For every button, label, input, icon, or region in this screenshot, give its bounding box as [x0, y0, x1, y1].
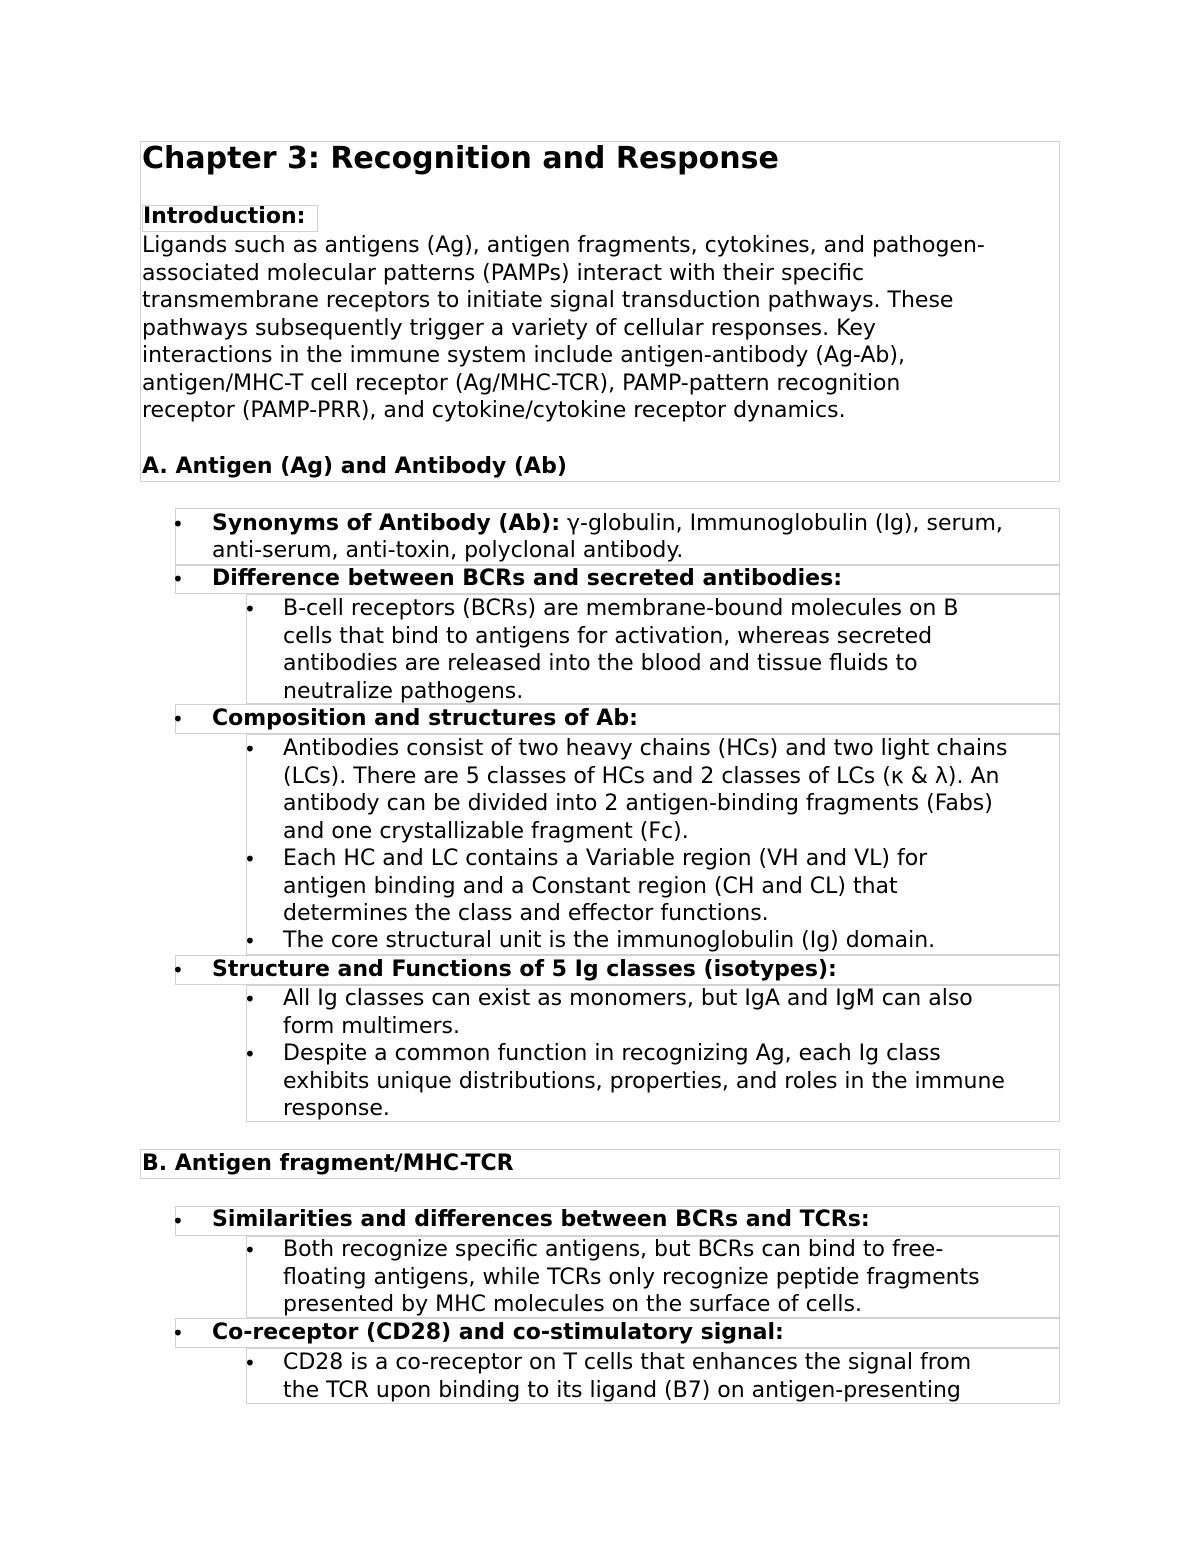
comp-detail-3: The core structural unit is the immunoglobulin (Ig) domain. [283, 928, 936, 953]
page-title: Chapter 3: Recognition and Response [142, 141, 779, 176]
bullet-icon: • [244, 847, 256, 871]
comp-line: (LCs). There are 5 classes of HCs and 2 classes of LCs (κ & λ). An [283, 763, 1000, 789]
intro-paragraph [142, 232, 985, 425]
intro-line: transmembrane receptors to initiate signal transduction pathways. These [142, 288, 954, 313]
intro-line: associated molecular patterns (PAMPs) interact with their specific [142, 260, 865, 286]
section-a-heading: A. Antigen (Ag) and Antibody (Ab) [142, 454, 567, 479]
sim-line: Both recognize specific antigens, but BCRs can bind to free- [283, 1237, 944, 1262]
sim-detail [283, 1236, 980, 1319]
bullet-icon: • [244, 1351, 256, 1375]
sim-heading: Similarities and differences between BCRs and TCRs: [212, 1207, 870, 1232]
intro-line: receptor (PAMP-PRR), and cytokine/cytokine receptor dynamics. [142, 398, 846, 423]
iso-line: response. [283, 1096, 390, 1121]
comp-detail-1 [283, 735, 1007, 845]
comp-heading: Composition and structures of Ab: [212, 706, 638, 731]
bcr-line: B-cell receptors (BCRs) are membrane-bound molecules on B [283, 596, 959, 621]
bullet-icon: • [244, 987, 256, 1011]
bullet-icon: • [172, 707, 184, 731]
cd28-line: CD28 is a co-receptor on T cells that enhances the signal from [283, 1350, 972, 1375]
intro-heading: Introduction: [143, 204, 306, 229]
iso-detail-2 [283, 1040, 1005, 1123]
synonyms-text-cont: anti-serum, anti-toxin, polyclonal antibody. [212, 538, 684, 563]
bcr-line: neutralize pathogens. [283, 678, 524, 704]
iso-line: Despite a common function in recognizing Ag, each Ig class [283, 1041, 941, 1066]
iso-line: All Ig classes can exist as monomers, but IgA and IgM can also [283, 986, 973, 1011]
synonyms-label: Synonyms of Antibody (Ab): [212, 511, 561, 536]
comp-line: Antibodies consist of two heavy chains (HCs) and two light chains [283, 736, 1008, 761]
bcr-line: cells that bind to antigens for activation, whereas secreted [283, 623, 933, 649]
section-b-heading: B. Antigen fragment/MHC-TCR [142, 1151, 514, 1176]
bullet-icon: • [244, 929, 256, 953]
bcr-heading: Difference between BCRs and secreted antibodies: [212, 566, 842, 591]
cd28-heading: Co-receptor (CD28) and co-stimulatory signal: [212, 1320, 784, 1345]
intro-line: pathways subsequently trigger a variety of cellular responses. Key [142, 315, 876, 341]
sim-line: floating antigens, while TCRs only recognize peptide fragments [283, 1264, 980, 1290]
comp-detail-2 [283, 845, 927, 928]
bullet-icon: • [172, 1209, 184, 1233]
comp-line: antibody can be divided into 2 antigen-binding fragments (Fabs) [283, 791, 993, 816]
bullet-icon: • [244, 1042, 256, 1066]
comp-line: antigen binding and a Constant region (CH and CL) that [283, 873, 898, 899]
bullet-icon: • [172, 567, 184, 591]
iso-line: exhibits unique distributions, properties, and roles in the immune [283, 1068, 1005, 1094]
comp-line: Each HC and LC contains a Variable region (VH and VL) for [283, 846, 928, 871]
bullet-icon: • [172, 512, 184, 536]
iso-detail-1 [283, 985, 973, 1040]
bullet-icon: • [172, 1321, 184, 1345]
cd28-line: the TCR upon binding to its ligand (B7) on antigen-presenting [283, 1377, 961, 1403]
bullet-icon: • [172, 958, 184, 982]
synonyms-item [212, 510, 1003, 538]
cd28-detail [283, 1349, 971, 1404]
bcr-line: antibodies are released into the blood and tissue fluids to [283, 651, 918, 676]
sim-line: presented by MHC molecules on the surface of cells. [283, 1292, 862, 1317]
comp-line: and one crystallizable fragment (Fc). [283, 818, 689, 844]
comp-line: determines the class and effector functions. [283, 901, 769, 926]
bcr-detail [283, 595, 958, 705]
intro-line: interactions in the immune system include antigen-antibody (Ag-Ab), [142, 343, 905, 368]
intro-line: antigen/MHC-T cell receptor (Ag/MHC-TCR), PAMP-pattern recognition [142, 370, 901, 396]
bullet-icon: • [244, 1238, 256, 1262]
synonyms-text: γ-globulin, Immunoglobulin (Ig), serum, [560, 511, 1003, 536]
bullet-icon: • [244, 597, 256, 621]
iso-line: form multimers. [283, 1013, 460, 1039]
bullet-icon: • [244, 737, 256, 761]
intro-line: Ligands such as antigens (Ag), antigen fragments, cytokines, and pathogen- [142, 233, 985, 258]
iso-heading: Structure and Functions of 5 Ig classes (isotypes): [212, 957, 837, 982]
